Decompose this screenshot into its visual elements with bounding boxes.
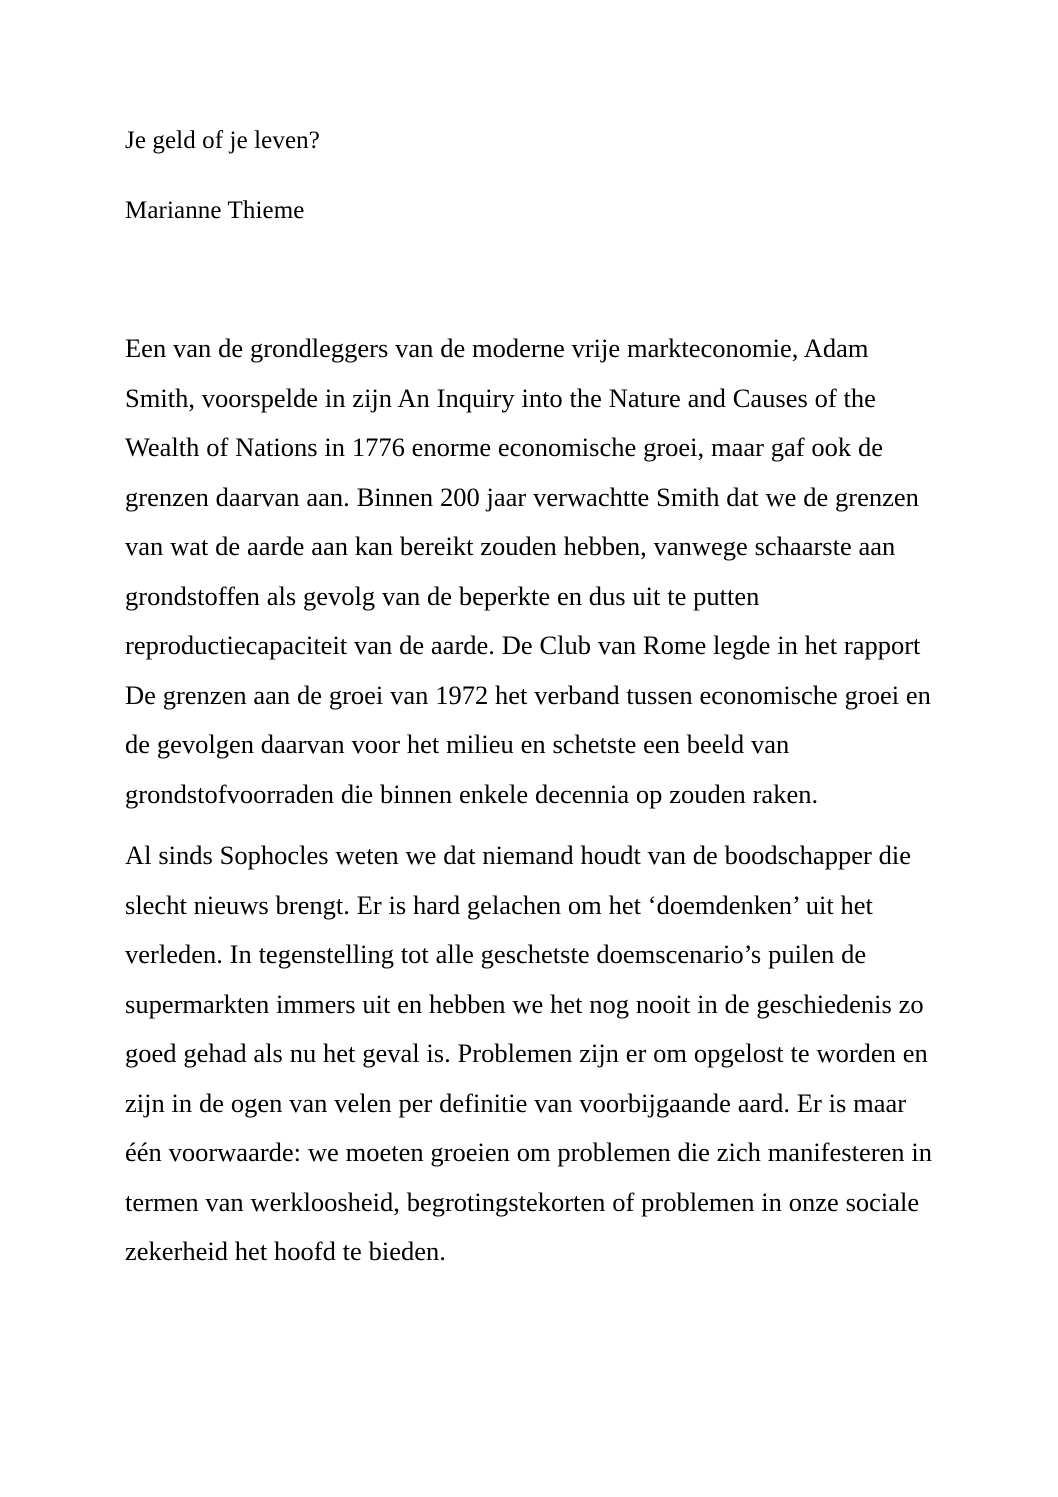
paragraph: Al sinds Sophocles weten we dat niemand houdt van de boodschapper die slecht nieuws brengt. Er is hard gelachen om het ‘doemdenken’ uit het verleden. In tegenstelling tot alle geschetste doemscenario’s puilen de supermarkten immers uit en hebben we het nog nooit in de geschiedenis zo goed gehad als nu het geval is. Problemen zijn er om opgelost te worden en zijn in de ogen van velen per definitie van voorbijgaande aard. Er is maar één voorwaarde: we moeten groeien om problemen die zich manifesteren in termen van werkloosheid, begrotingstekorten of problemen in onze sociale zekerheid het hoofd te bieden. [125,840,932,1266]
author-byline: Marianne Thieme [125,197,305,224]
paragraph: Een van de grondleggers van de moderne vrije markteconomie, Adam Smith, voorspelde in zijn An Inquiry into the Nature and Causes of the Wealth of Nations in 1776 enorme economische groei, maar gaf ook de grenzen daarvan aan. Binnen 200 jaar verwachtte Smith dat we de grenzen van wat de aarde aan kan bereikt zouden hebben, vanwege schaarste aan grondstoffen als gevolg van de beperkte en dus uit te putten reproductiecapaciteit van de aarde. De Club van Rome legde in het rapport De grenzen aan de groei van 1972 het verband tussen economische groei en de gevolgen daarvan voor het milieu en schetste een beeld van grondstofvoorraden die binnen enkele decennia op zouden raken. [125,333,931,809]
page-title: Je geld of je leven? [125,127,320,154]
body-text [125,324,937,1289]
